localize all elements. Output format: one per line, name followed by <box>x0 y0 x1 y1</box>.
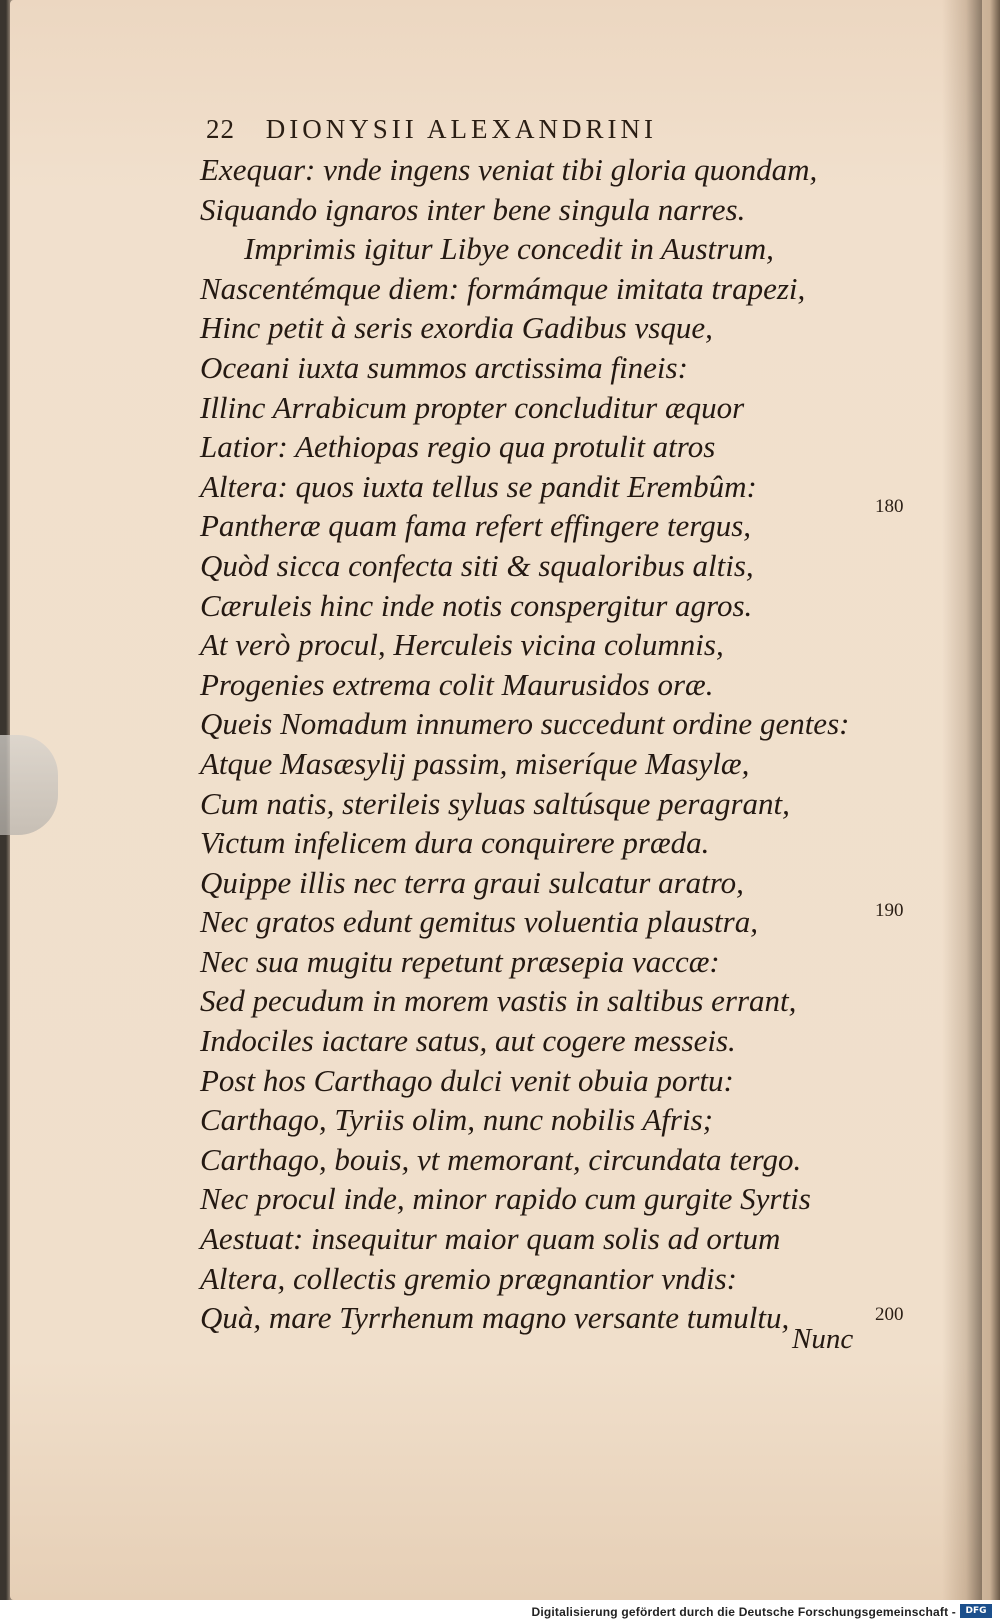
running-header <box>206 114 806 150</box>
verse-line: Aestuat: insequitur maior quam solis ad ortum <box>200 1221 781 1257</box>
verse-line: Exequar: vnde ingens veniat tibi gloria quondam, <box>200 152 818 187</box>
verse-line: Victum infelicem dura conquirere præda. <box>200 825 710 861</box>
verse-line: Quòd sicca confecta siti & squaloribus altis, <box>200 547 754 583</box>
verse-line: Pantheræ quam fama refert effingere tergus, <box>200 508 752 544</box>
catchword: Nunc <box>792 1323 854 1355</box>
running-title: DIONYSII ALEXANDRINI <box>265 114 657 144</box>
verse-line: Nec gratos edunt gemitus voluentia plaustra, <box>200 904 758 940</box>
verse-line: Carthago, bouis, vt memorant, circundata tergo. <box>200 1141 802 1177</box>
dfg-logo: DFG <box>960 1604 992 1618</box>
verse-block <box>200 150 900 1338</box>
verse-line: Quà, mare Tyrrhenum magno versante tumultu, <box>200 1300 790 1336</box>
line-number-200: 200 <box>875 1304 904 1325</box>
facing-page-bleed <box>980 160 996 1310</box>
verse-line: Atque Masæsylij passim, miseríque Masylæ, <box>200 745 750 781</box>
verse-line: Latior: Aethiopas regio qua protulit atros <box>200 429 716 465</box>
verse-line: Oceani iuxta summos arctissima fineis: <box>200 349 688 385</box>
verse-line: Nec procul inde, minor rapido cum gurgite Syrtis <box>200 1181 811 1217</box>
page-number: 22 <box>206 114 235 144</box>
footer-bar <box>0 1600 1000 1622</box>
footer-credit: Digitalisierung gefördert durch die Deutsche Forschungsgemeinschaft - <box>531 1605 956 1619</box>
verse-line: Quippe illis nec terra graui sulcatur aratro, <box>200 864 744 900</box>
verse-line: Queis Nomadum innumero succedunt ordine gentes: <box>200 706 850 742</box>
verse-line: Cæruleis hinc inde notis conspergitur agros. <box>200 587 753 623</box>
verse-line: At verò procul, Herculeis vicina columnis, <box>200 627 724 663</box>
line-number-180: 180 <box>875 496 904 517</box>
verse-line: Hinc petit à seris exordia Gadibus vsque, <box>200 310 713 346</box>
verse-line: Cum natis, sterileis syluas saltúsque peragrant, <box>200 785 790 821</box>
verse-line: Indociles iactare satus, aut cogere messeis. <box>200 1023 736 1059</box>
verse-line: Illinc Arrabicum propter concluditur æquor <box>200 389 745 425</box>
verse-line: Carthago, Tyriis olim, nunc nobilis Afris; <box>200 1102 713 1138</box>
verse-line: Progenies extrema colit Maurusidos oræ. <box>200 666 714 702</box>
verse-line: Imprimis igitur Libye concedit in Austrum, <box>244 231 774 267</box>
verse-line: Sed pecudum in morem vastis in saltibus errant, <box>200 983 797 1019</box>
verse-line: Siquando ignaros inter bene singula narres. <box>200 191 746 227</box>
page-gutter-shadow <box>942 0 982 1600</box>
verse-line: Post hos Carthago dulci venit obuia portu: <box>200 1062 734 1098</box>
verse-line: Altera, collectis gremio prægnantior vndis: <box>200 1260 737 1296</box>
line-number-190: 190 <box>875 900 904 921</box>
verse-line: Nec sua mugitu repetunt præsepia vaccæ: <box>200 943 720 979</box>
verse-line: Altera: quos iuxta tellus se pandit Erembûm: <box>200 468 757 504</box>
verse-line: Nascentémque diem: formámque imitata trapezi, <box>200 270 806 306</box>
